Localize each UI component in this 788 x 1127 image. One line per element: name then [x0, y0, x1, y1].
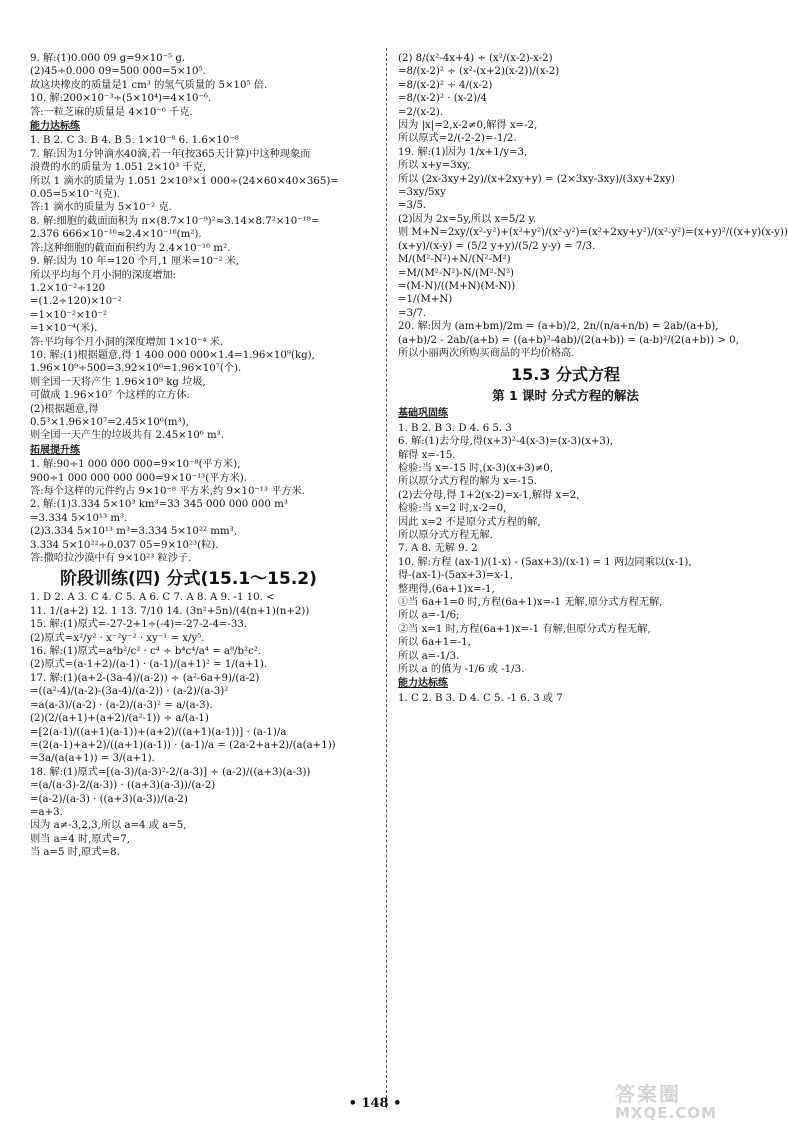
answer-line: 8. 解:细胞的截面面积为 π×(8.7×10⁻⁹)²≈3.14×8.7²×10⁻¹⁸=: [30, 215, 320, 227]
answer-line: 所以 a=-1/6;: [398, 610, 460, 622]
answer-line: 因此 x=2 不是原分式方程的解,: [398, 516, 541, 528]
answer-line: 10. 解:200×10⁻³÷(5×10⁴)=4×10⁻⁶.: [30, 93, 212, 105]
answer-line: 所以小丽两次所购买商品的平均价格高.: [398, 347, 575, 359]
answer-line: 0.05=5×10⁻²(克).: [30, 189, 121, 201]
answer-line: 18. 解:(1)原式=[(a-3)/(a-3)²-2/(a-3)] ÷ (a-2)/((a+3)(a-3)): [30, 766, 311, 778]
answer-line: 因为 |x|=2,x-2≠0,解得 x=-2,: [398, 120, 538, 132]
answer-line: 10. 解:方程 (ax-1)/(1-x) - (5ax+3)/(x-1) = 1 两边同乘以(x-1),: [398, 556, 692, 568]
answer-line: =((a²-4)/(a-2)-(3a-4)/(a-2)) · (a-2)/(a-3)²: [30, 686, 229, 698]
answer-line: (x+y)/(x-y) = (5/2 y+y)/(5/2 y-y) = 7/3.: [398, 240, 596, 252]
answer-line: 1.96×10⁹÷500=3.92×10⁶=1.96×10⁷(个).: [30, 363, 242, 375]
answer-line: 9. 解:因为 10 年=120 个月,1 厘米=10⁻² 米,: [30, 256, 240, 268]
answer-line: (2)原式=(a-1+2)/(a-1) · (a-1)/(a+1)² = 1/(a+1).: [30, 659, 268, 671]
answer-line: (2)根据题意,得: [30, 403, 99, 415]
answer-line: =a+3.: [30, 806, 63, 818]
answer-line: 故这块橡皮的质量是1 cm³ 的氢气质量的 5×10⁵ 倍.: [30, 79, 268, 91]
answer-line: =(2(a-1)+a+2)/((a+1)(a-1)) · (a-1)/a = (2a-2+a+2)/(a(a+1)): [30, 739, 336, 751]
answer-line: (2)原式=x²/y² · x⁻²y⁻² · xy⁻¹ = x/y⁵.: [30, 632, 205, 644]
answer-line: 所以原分式方程无解.: [398, 530, 493, 541]
answer-line: 6. 解:(1)去分母,得(x+3)²-4(x-3)=(x-3)(x+3),: [398, 436, 614, 448]
answer-line: 15. 解:(1)原式=-27-2+1÷(-4)=-27-2-4=-33.: [30, 619, 248, 631]
answer-line: =8/(x-2)² · (x-2)/4: [398, 93, 488, 105]
answer-line: =3xy/5xy: [398, 187, 446, 199]
answer-line: 答:一粒芝麻的质量是 4×10⁻⁶ 千克.: [30, 106, 193, 118]
answer-line: 答:1 滴水的质量为 5×10⁻² 克.: [30, 202, 172, 214]
answer-line: 11. 1/(a+2) 12. 1 13. 7/10 14. (3n²+5n)/(4(n+1)(n+2)): [30, 605, 310, 617]
answer-line: 7. 解:因为1分钟滴水40滴,若一年(按365天计算)中这种现象而: [30, 148, 311, 160]
answer-line: 整理得,(6a+1)x=-1,: [398, 583, 495, 595]
answer-line: 所以 6a+1=-1,: [398, 637, 471, 649]
answer-line: 当 a=5 时,原式=8.: [30, 847, 120, 859]
answer-line: 20. 解:因为 (am+bm)/2m = (a+b)/2, 2n/(n/a+n/b) = 2ab/(a+b),: [398, 321, 719, 333]
answer-line: 所以原式=2/(-2-2)=-1/2.: [398, 133, 517, 145]
answer-line: =3a/(a(a+1)) = 3/(a+1).: [30, 753, 155, 765]
answer-line: (a+b)/2 - 2ab/(a+b) = ((a+b)²-4ab)/(2(a+b)) = (a-b)²/(2(a+b)) > 0,: [398, 334, 739, 346]
answer-line: 所以平均每个月小洞的深度增加:: [30, 269, 177, 281]
answer-line: 答:这种细胞的截面面积约为 2.4×10⁻¹⁶ m².: [30, 242, 231, 254]
watermark-logo: [615, 1083, 740, 1123]
answer-line: 则当 a=4 时,原式=7,: [30, 833, 130, 845]
section-header: 能力达标练: [398, 678, 448, 690]
answer-line: (2) 8/(x²-4x+4) ÷ (x²/(x-2)-x-2): [398, 53, 553, 64]
answer-line: 解得 x=-15.: [398, 449, 456, 461]
lesson-title: 第 1 课时 分式方程的解法: [492, 388, 639, 404]
answer-line: 2. 解:(1)3.334 5×10³ km³=33 345 000 000 000 m³: [30, 499, 288, 511]
answer-line: 则全国一天将产生 1.96×10⁹ kg 垃圾,: [30, 376, 206, 388]
answer-line: =a(a-3)/(a-2) · (a-2)/(a-3)² = a/(a-3).: [30, 699, 213, 711]
answer-line: 所以原分式方程的解为 x=-15.: [398, 476, 538, 488]
section-header: 拓展提升练: [30, 444, 80, 456]
answer-line: 1. 解:90÷1 000 000 000=9×10⁻⁸(平方米),: [30, 459, 241, 471]
answer-line: (2)(2/(a+1)+(a+2)/(a²-1)) ÷ a/(a-1): [30, 713, 209, 725]
answer-line: =1×10⁻²×10⁻²: [30, 309, 107, 321]
watermark-url: MXQE.COM: [615, 1104, 717, 1122]
answer-line: ②当 x=1 时,方程(6a+1)x=-1 有解,但原分式方程无解,: [398, 623, 651, 635]
answer-line: 可做成 1.96×10⁷ 个这样的立方体.: [30, 390, 190, 402]
answer-line: 2.376 666×10⁻¹⁶≈2.4×10⁻¹⁶(m²).: [30, 229, 202, 241]
answer-line: 检验:当 x=-15 时,(x-3)(x+3)≠0,: [398, 462, 553, 474]
chapter-title: 15.3 分式方程: [510, 365, 621, 385]
answer-line: =8/(x-2)² ÷ (x²-(x+2)(x-2))/(x-2): [398, 66, 560, 78]
answer-line: 10. 解:(1)根据题意,得 1 400 000 000×1.4=1.96×10⁹(kg),: [30, 349, 315, 361]
answer-line: =3/7.: [398, 307, 427, 319]
answer-line: 所以 (2x-3xy+2y)/(x+2xy+y) = (2×3xy-3xy)/(3xy+2xy): [398, 173, 676, 185]
answer-line: =2/(x-2).: [398, 106, 444, 118]
answer-line: 9. 解:(1)0.000 09 g=9×10⁻⁵ g.: [30, 53, 186, 64]
answer-line: 所以 x+y=3xy,: [398, 160, 471, 172]
answer-line: ①当 6a+1=0 时,方程(6a+1)x=-1 无解,原分式方程无解,: [398, 597, 663, 609]
answer-line: =3/5.: [398, 200, 427, 212]
answer-line: 答:平均每个月小洞的深度增加 1×10⁻⁴ 米.: [30, 336, 224, 348]
answer-line: 答:每个这样的元件约占 9×10⁻⁸ 平方米,约 9×10⁻¹³ 平方米.: [30, 486, 306, 497]
answer-line: 浪费的水的质量为 1.051 2×10³ 千克,: [30, 162, 207, 174]
answer-line: 0.5³×1.96×10⁷=2.45×10⁶(m³),: [30, 416, 189, 428]
answer-line: 所以 a 的值为 -1/6 或 -1/3.: [398, 664, 525, 676]
answer-line: (2)去分母,得 1+2(x-2)=x-1,解得 x=2,: [398, 489, 580, 501]
answer-line: 所以 1 滴水的质量为 1.051 2×10³×1 000÷(24×60×40×365)=: [30, 175, 339, 187]
answer-line: 1.2×10⁻²÷120: [30, 282, 106, 294]
answer-line: =1/(M+N): [398, 294, 453, 306]
answer-line: =(a/(a-3)-2/(a-3)) · ((a+3)(a-3))/(a-2): [30, 780, 216, 792]
answer-line: 1. B 2. B 3. D 4. 6 5. 3: [398, 422, 512, 434]
answer-line: 17. 解:(1)(a+2-(3a-4)/(a-2)) ÷ (a²-6a+9)/(a-2): [30, 672, 260, 684]
answer-line: M/(M²-N²)+N/(N²-M²): [398, 254, 511, 266]
answer-line: (2)3.334 5×10¹³ m³=3.334 5×10²² mm³,: [30, 526, 237, 538]
answer-line: 16. 解:(1)原式=a⁴b²/c² · c⁴ ÷ b⁴c⁴/a⁴ = a⁸/b²c².: [30, 646, 262, 658]
answer-line: =8/(x-2)² ÷ 4/(x-2): [398, 79, 493, 91]
answer-line: 1. C 2. B 3. D 4. C 5. -1 6. 3 或 7: [398, 692, 563, 704]
answer-line: 1. B 2. C 3. B 4. B 5. 1×10⁻⁸ 6. 1.6×10⁻⁸: [30, 135, 239, 147]
page-number: • 148 •: [348, 1096, 402, 1111]
answer-line: 因为 a≠-3,2,3,所以 a=4 或 a=5,: [30, 820, 187, 832]
answer-line: 则全国一天产生的垃圾共有 2.45×10⁶ m³.: [30, 430, 224, 442]
answer-line: =1×10⁻⁴(米).: [30, 323, 98, 335]
watermark-text: 答案圈: [615, 1082, 681, 1106]
answer-line: 答:撒哈拉沙漠中有 9×10²³ 粒沙子.: [30, 553, 192, 565]
answer-line: 900÷1 000 000 000 000=9×10⁻¹³(平方米).: [30, 472, 248, 484]
answer-line: =(M-N)/((M+N)(M-N)): [398, 280, 516, 292]
answer-line: =[2(a-1)/((a+1)(a-1))+(a+2)/((a+1)(a-1))] · (a-1)/a: [30, 726, 287, 738]
answer-line: 7. A 8. 无解 9. 2: [398, 543, 478, 555]
column-divider: [386, 48, 387, 1108]
answer-line: =M/(M²-N²)-N/(M²-N²): [398, 267, 514, 279]
right-column: [398, 52, 788, 705]
answer-line: 检验:当 x=2 时,x-2=0,: [398, 503, 507, 515]
answer-line: 得-(ax-1)-(5ax+3)=x-1,: [398, 570, 514, 582]
answer-line: (2)45÷0.000 09=500 000=5×10⁵.: [30, 66, 206, 78]
section-header: 基础巩固练: [398, 408, 448, 420]
answer-line: =(1.2÷120)×10⁻²: [30, 296, 122, 308]
answer-line: =(a-2)/(a-3) · ((a+3)(a-3))/(a-2): [30, 793, 188, 805]
answer-line: 则 M+N=2xy/(x²-y²)+(x²+y²)/(x²-y²)=(x²+2xy+y²)/(x²-y²)=(x+y)²/((x+y)(x-y)): [398, 227, 788, 239]
answer-line: 1. D 2. A 3. C 4. C 5. A 6. C 7. A 8. A 9. -1 10. <: [30, 592, 275, 604]
answer-line: 19. 解:(1)因为 1/x+1/y=3,: [398, 146, 528, 158]
answer-line: =3.334 5×10¹³ m³.: [30, 512, 128, 524]
left-column: [30, 52, 375, 860]
answer-line: 所以 a=-1/3.: [398, 650, 460, 662]
section-header: 能力达标练: [30, 121, 80, 133]
answer-line: 3.334 5×10²²÷0.037 05=9×10²³(粒).: [30, 539, 219, 551]
stage-title: 阶段训练(四) 分式(15.1～15.2): [60, 569, 317, 590]
answer-line: (2)因为 2x=5y,所以 x=5/2 y.: [398, 213, 537, 225]
